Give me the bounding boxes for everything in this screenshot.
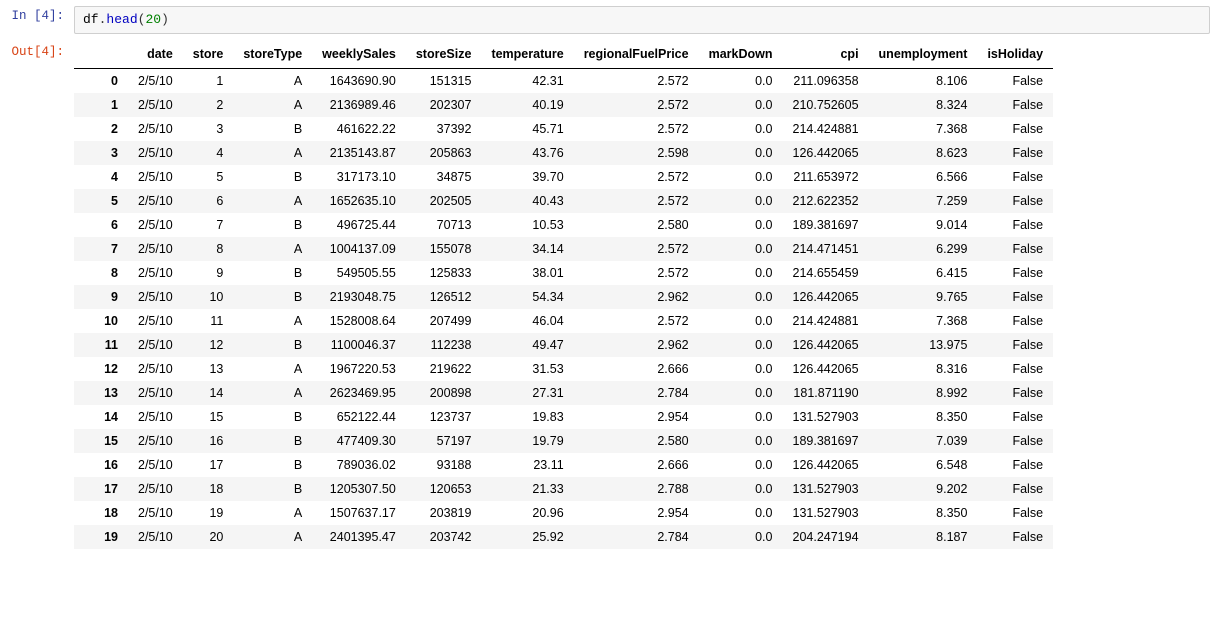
cell-isHoliday: False <box>1012 74 1044 88</box>
cell-storeType: B <box>293 266 303 280</box>
cell-storeSize: 205863 <box>429 146 472 160</box>
cell-isHoliday: False <box>1012 506 1044 520</box>
table-row <box>74 213 1053 237</box>
cell-temperature: 40.19 <box>532 98 564 112</box>
cell-markDown: 0.0 <box>755 506 773 520</box>
cell-weeklySales: 1528008.64 <box>329 314 396 328</box>
cell-markDown: 0.0 <box>755 290 773 304</box>
cell-weeklySales: 461622.22 <box>336 122 396 136</box>
row-index: 15 <box>104 434 118 448</box>
row-index: 16 <box>104 458 118 472</box>
output-cell <box>0 34 1222 549</box>
cell-cpi: 181.871190 <box>793 386 859 400</box>
cell-cpi: 131.527903 <box>792 482 859 496</box>
table-header-isHoliday: isHoliday <box>977 42 1053 69</box>
row-index: 8 <box>111 266 118 280</box>
cell-unemployment: 8.350 <box>936 410 968 424</box>
cell-storeSize: 203742 <box>429 530 472 544</box>
cell-markDown: 0.0 <box>755 170 773 184</box>
cell-store: 12 <box>209 338 224 352</box>
cell-storeType: B <box>293 410 303 424</box>
cell-cpi: 131.527903 <box>792 410 859 424</box>
cell-isHoliday: False <box>1012 386 1044 400</box>
cell-isHoliday: False <box>1012 410 1044 424</box>
cell-temperature: 23.11 <box>533 458 564 472</box>
code-token-2: head <box>106 12 138 27</box>
table-header-weeklySales: weeklySales <box>312 42 406 69</box>
table-row <box>74 69 1053 94</box>
table-row <box>74 333 1053 357</box>
cell-store: 16 <box>209 434 224 448</box>
row-index: 18 <box>104 506 118 520</box>
cell-store: 8 <box>216 242 224 256</box>
cell-temperature: 49.47 <box>532 338 564 352</box>
cell-weeklySales: 496725.44 <box>336 218 396 232</box>
row-index: 10 <box>104 314 118 328</box>
cell-storeSize: 151315 <box>429 74 472 88</box>
table-header-index <box>74 42 128 69</box>
cell-unemployment: 7.368 <box>936 122 968 136</box>
cell-unemployment: 13.975 <box>929 338 968 352</box>
input-prompt-label: In [4]: <box>11 9 64 23</box>
cell-storeSize: 155078 <box>429 242 472 256</box>
cell-regionalFuelPrice: 2.572 <box>657 314 689 328</box>
cell-storeType: B <box>293 482 303 496</box>
cell-isHoliday: False <box>1012 98 1044 112</box>
code-cell[interactable] <box>0 0 1222 34</box>
cell-regionalFuelPrice: 2.666 <box>657 458 689 472</box>
cell-temperature: 21.33 <box>532 482 564 496</box>
cell-regionalFuelPrice: 2.572 <box>657 170 689 184</box>
cell-temperature: 25.92 <box>532 530 564 544</box>
table-row <box>74 93 1053 117</box>
table-header-storeSize: storeSize <box>406 42 482 69</box>
cell-store: 1 <box>216 74 224 88</box>
cell-isHoliday: False <box>1012 170 1044 184</box>
cell-storeSize: 70713 <box>436 218 472 232</box>
cell-temperature: 54.34 <box>532 290 564 304</box>
cell-temperature: 38.01 <box>532 266 564 280</box>
cell-store: 19 <box>209 506 224 520</box>
cell-weeklySales: 1507637.17 <box>329 506 396 520</box>
cell-weeklySales: 1004137.09 <box>329 242 396 256</box>
cell-storeSize: 120653 <box>429 482 472 496</box>
cell-store: 14 <box>209 386 224 400</box>
table-row <box>74 477 1053 501</box>
cell-markDown: 0.0 <box>755 122 773 136</box>
cell-unemployment: 6.548 <box>936 458 968 472</box>
cell-store: 3 <box>216 122 224 136</box>
cell-store: 17 <box>209 458 224 472</box>
cell-store: 10 <box>209 290 224 304</box>
cell-store: 20 <box>209 530 224 544</box>
cell-date: 2/5/10 <box>138 218 173 232</box>
cell-date: 2/5/10 <box>138 170 173 184</box>
cell-unemployment: 8.316 <box>936 362 968 376</box>
cell-date: 2/5/10 <box>138 362 173 376</box>
cell-markDown: 0.0 <box>755 194 773 208</box>
code-token-1: . <box>98 12 107 27</box>
cell-cpi: 204.247194 <box>792 530 859 544</box>
cell-storeSize: 125833 <box>429 266 472 280</box>
cell-cpi: 212.622352 <box>792 194 859 208</box>
cell-unemployment: 6.566 <box>936 170 968 184</box>
cell-date: 2/5/10 <box>138 482 173 496</box>
table-row <box>74 189 1053 213</box>
table-row <box>74 165 1053 189</box>
cell-regionalFuelPrice: 2.598 <box>657 146 689 160</box>
row-index: 2 <box>111 122 118 136</box>
cell-isHoliday: False <box>1012 458 1044 472</box>
table-body <box>74 69 1053 550</box>
cell-date: 2/5/10 <box>138 266 173 280</box>
cell-regionalFuelPrice: 2.572 <box>657 98 689 112</box>
cell-regionalFuelPrice: 2.788 <box>657 482 689 496</box>
cell-unemployment: 8.106 <box>936 74 968 88</box>
cell-storeType: A <box>293 362 303 376</box>
cell-storeSize: 57197 <box>436 434 472 448</box>
cell-store: 15 <box>209 410 224 424</box>
cell-cpi: 210.752605 <box>792 98 859 112</box>
cell-cpi: 214.655459 <box>792 266 859 280</box>
table-row <box>74 237 1053 261</box>
output-prompt-label: Out[4]: <box>11 45 64 59</box>
cell-weeklySales: 652122.44 <box>336 410 396 424</box>
cell-isHoliday: False <box>1012 122 1044 136</box>
cell-regionalFuelPrice: 2.784 <box>657 386 689 400</box>
table-row <box>74 501 1053 525</box>
cell-isHoliday: False <box>1012 362 1044 376</box>
cell-unemployment: 7.368 <box>936 314 968 328</box>
code-token-3: ( <box>137 12 146 27</box>
table-header-date: date <box>128 42 183 69</box>
cell-markDown: 0.0 <box>755 242 773 256</box>
cell-storeType: A <box>293 74 303 88</box>
cell-temperature: 27.31 <box>532 386 564 400</box>
cell-store: 13 <box>209 362 224 376</box>
cell-isHoliday: False <box>1012 290 1044 304</box>
table-row <box>74 357 1053 381</box>
cell-storeType: B <box>293 290 303 304</box>
cell-cpi: 126.442065 <box>792 362 859 376</box>
cell-markDown: 0.0 <box>755 434 773 448</box>
table-header-temperature: temperature <box>481 42 573 69</box>
cell-storeSize: 207499 <box>429 314 472 328</box>
row-index: 14 <box>104 410 118 424</box>
cell-store: 6 <box>216 194 224 208</box>
dataframe-table <box>74 42 1053 549</box>
cell-storeSize: 202307 <box>429 98 472 112</box>
cell-storeType: B <box>293 122 303 136</box>
table-row <box>74 261 1053 285</box>
table-row <box>74 117 1053 141</box>
cell-weeklySales: 1100046.37 <box>330 338 396 352</box>
cell-isHoliday: False <box>1012 242 1044 256</box>
cell-unemployment: 7.039 <box>936 434 968 448</box>
table-row <box>74 309 1053 333</box>
cell-isHoliday: False <box>1012 434 1044 448</box>
cell-unemployment: 6.299 <box>936 242 968 256</box>
cell-regionalFuelPrice: 2.666 <box>657 362 689 376</box>
cell-isHoliday: False <box>1012 530 1044 544</box>
cell-date: 2/5/10 <box>138 242 173 256</box>
cell-storeType: B <box>293 170 303 184</box>
cell-unemployment: 9.765 <box>936 290 968 304</box>
code-token-5: ) <box>161 12 169 27</box>
code-token-0: df <box>83 12 99 27</box>
cell-regionalFuelPrice: 2.572 <box>657 242 689 256</box>
cell-storeType: A <box>293 386 303 400</box>
row-index: 0 <box>111 74 118 88</box>
cell-temperature: 40.43 <box>532 194 564 208</box>
cell-isHoliday: False <box>1012 266 1044 280</box>
cell-cpi: 126.442065 <box>792 290 859 304</box>
cell-temperature: 43.76 <box>532 146 564 160</box>
cell-store: 9 <box>216 266 224 280</box>
cell-regionalFuelPrice: 2.572 <box>657 122 689 136</box>
cell-unemployment: 6.415 <box>936 266 968 280</box>
cell-markDown: 0.0 <box>755 458 773 472</box>
row-index: 17 <box>104 482 118 496</box>
cell-storeType: A <box>293 194 303 208</box>
cell-cpi: 211.653972 <box>793 170 859 184</box>
cell-temperature: 39.70 <box>532 170 564 184</box>
cell-date: 2/5/10 <box>138 530 173 544</box>
code-editor[interactable] <box>74 6 1210 34</box>
cell-temperature: 20.96 <box>532 506 564 520</box>
cell-unemployment: 7.259 <box>936 194 968 208</box>
cell-markDown: 0.0 <box>755 218 773 232</box>
table-row <box>74 141 1053 165</box>
row-index: 19 <box>104 530 118 544</box>
cell-regionalFuelPrice: 2.572 <box>657 74 689 88</box>
cell-cpi: 126.442065 <box>792 338 859 352</box>
table-row <box>74 381 1053 405</box>
cell-markDown: 0.0 <box>755 482 773 496</box>
cell-regionalFuelPrice: 2.580 <box>657 434 689 448</box>
cell-isHoliday: False <box>1012 194 1044 208</box>
code-line[interactable] <box>83 11 1201 29</box>
cell-temperature: 46.04 <box>532 314 564 328</box>
cell-weeklySales: 2623469.95 <box>329 386 396 400</box>
cell-temperature: 34.14 <box>532 242 564 256</box>
cell-isHoliday: False <box>1012 482 1044 496</box>
cell-storeType: A <box>293 530 303 544</box>
cell-weeklySales: 789036.02 <box>336 458 396 472</box>
cell-weeklySales: 2193048.75 <box>329 290 396 304</box>
table-header-store: store <box>183 42 234 69</box>
cell-date: 2/5/10 <box>138 314 173 328</box>
row-index: 13 <box>104 386 118 400</box>
cell-storeType: A <box>293 506 303 520</box>
cell-storeSize: 37392 <box>436 122 472 136</box>
cell-markDown: 0.0 <box>755 314 773 328</box>
cell-weeklySales: 317173.10 <box>336 170 396 184</box>
cell-storeSize: 219622 <box>429 362 472 376</box>
cell-regionalFuelPrice: 2.572 <box>657 194 689 208</box>
table-header-storeType: storeType <box>233 42 312 69</box>
cell-cpi: 211.096358 <box>793 74 859 88</box>
cell-regionalFuelPrice: 2.962 <box>657 338 689 352</box>
cell-store: 18 <box>209 482 224 496</box>
cell-isHoliday: False <box>1012 314 1044 328</box>
table-header-markDown: markDown <box>699 42 783 69</box>
cell-storeType: B <box>293 434 303 448</box>
cell-weeklySales: 1652635.10 <box>329 194 396 208</box>
cell-markDown: 0.0 <box>755 410 773 424</box>
table-header-unemployment: unemployment <box>869 42 978 69</box>
table-row <box>74 429 1053 453</box>
cell-markDown: 0.0 <box>755 74 773 88</box>
cell-storeSize: 112238 <box>430 338 472 352</box>
table-header-cpi: cpi <box>783 42 869 69</box>
cell-weeklySales: 477409.30 <box>336 434 396 448</box>
cell-date: 2/5/10 <box>138 410 173 424</box>
table-row <box>74 285 1053 309</box>
cell-date: 2/5/10 <box>138 122 173 136</box>
cell-regionalFuelPrice: 2.784 <box>657 530 689 544</box>
row-index: 4 <box>111 170 118 184</box>
cell-date: 2/5/10 <box>138 386 173 400</box>
cell-date: 2/5/10 <box>138 74 173 88</box>
cell-regionalFuelPrice: 2.954 <box>657 410 689 424</box>
cell-regionalFuelPrice: 2.572 <box>657 266 689 280</box>
cell-regionalFuelPrice: 2.954 <box>657 506 689 520</box>
table-header-regionalFuelPrice: regionalFuelPrice <box>574 42 699 69</box>
row-index: 1 <box>111 98 118 112</box>
code-token-4: 20 <box>145 12 162 27</box>
cell-weeklySales: 1205307.50 <box>329 482 396 496</box>
cell-cpi: 126.442065 <box>792 146 859 160</box>
cell-isHoliday: False <box>1012 146 1044 160</box>
table-row <box>74 405 1053 429</box>
cell-unemployment: 8.324 <box>936 98 968 112</box>
cell-markDown: 0.0 <box>755 266 773 280</box>
cell-markDown: 0.0 <box>755 362 773 376</box>
cell-weeklySales: 1643690.90 <box>329 74 396 88</box>
cell-store: 2 <box>216 98 224 112</box>
cell-store: 4 <box>216 146 224 160</box>
cell-cpi: 214.471451 <box>792 242 859 256</box>
cell-unemployment: 8.187 <box>936 530 968 544</box>
cell-store: 5 <box>216 170 224 184</box>
cell-storeType: A <box>293 146 303 160</box>
cell-date: 2/5/10 <box>138 506 173 520</box>
cell-markDown: 0.0 <box>755 530 773 544</box>
cell-weeklySales: 2401395.47 <box>329 530 396 544</box>
row-index: 11 <box>104 338 118 352</box>
cell-date: 2/5/10 <box>138 98 173 112</box>
table-head <box>74 42 1053 69</box>
cell-storeSize: 34875 <box>436 170 472 184</box>
row-index: 7 <box>111 242 118 256</box>
cell-storeType: B <box>293 338 303 352</box>
cell-date: 2/5/10 <box>138 338 173 352</box>
cell-cpi: 131.527903 <box>792 506 859 520</box>
cell-cpi: 214.424881 <box>792 314 859 328</box>
cell-storeType: B <box>293 458 303 472</box>
cell-cpi: 189.381697 <box>792 218 859 232</box>
cell-regionalFuelPrice: 2.580 <box>657 218 689 232</box>
row-index: 9 <box>111 290 118 304</box>
cell-storeSize: 200898 <box>429 386 472 400</box>
cell-storeSize: 202505 <box>429 194 472 208</box>
row-index: 12 <box>104 362 118 376</box>
cell-weeklySales: 2136989.46 <box>329 98 396 112</box>
cell-cpi: 214.424881 <box>792 122 859 136</box>
cell-store: 7 <box>216 218 224 232</box>
cell-isHoliday: False <box>1012 338 1044 352</box>
cell-markDown: 0.0 <box>755 338 773 352</box>
cell-storeType: A <box>293 242 303 256</box>
cell-isHoliday: False <box>1012 218 1044 232</box>
cell-cpi: 126.442065 <box>792 458 859 472</box>
cell-storeType: B <box>293 218 303 232</box>
cell-date: 2/5/10 <box>138 146 173 160</box>
cell-unemployment: 8.350 <box>936 506 968 520</box>
cell-unemployment: 8.992 <box>936 386 968 400</box>
cell-markDown: 0.0 <box>755 386 773 400</box>
row-index: 6 <box>111 218 118 232</box>
cell-temperature: 31.53 <box>532 362 564 376</box>
table-row <box>74 453 1053 477</box>
cell-unemployment: 9.014 <box>936 218 968 232</box>
cell-temperature: 10.53 <box>532 218 564 232</box>
cell-temperature: 19.83 <box>532 410 564 424</box>
dataframe-output <box>74 42 1210 549</box>
cell-temperature: 45.71 <box>532 122 564 136</box>
cell-cpi: 189.381697 <box>792 434 859 448</box>
cell-storeSize: 123737 <box>429 410 472 424</box>
cell-storeType: A <box>293 314 303 328</box>
cell-date: 2/5/10 <box>138 434 173 448</box>
cell-storeSize: 203819 <box>429 506 472 520</box>
cell-temperature: 19.79 <box>532 434 564 448</box>
cell-date: 2/5/10 <box>138 458 173 472</box>
cell-storeSize: 126512 <box>429 290 472 304</box>
table-header-row <box>74 42 1053 69</box>
row-index: 5 <box>111 194 118 208</box>
table-row <box>74 525 1053 549</box>
cell-date: 2/5/10 <box>138 194 173 208</box>
row-index: 3 <box>111 146 118 160</box>
cell-unemployment: 8.623 <box>936 146 968 160</box>
cell-date: 2/5/10 <box>138 290 173 304</box>
cell-markDown: 0.0 <box>755 146 773 160</box>
cell-store: 11 <box>210 314 224 328</box>
cell-temperature: 42.31 <box>532 74 564 88</box>
cell-markDown: 0.0 <box>755 98 773 112</box>
cell-weeklySales: 549505.55 <box>336 266 396 280</box>
cell-storeSize: 93188 <box>436 458 472 472</box>
cell-unemployment: 9.202 <box>936 482 968 496</box>
cell-regionalFuelPrice: 2.962 <box>657 290 689 304</box>
cell-storeType: A <box>293 98 303 112</box>
cell-weeklySales: 1967220.53 <box>329 362 396 376</box>
cell-weeklySales: 2135143.87 <box>329 146 396 160</box>
